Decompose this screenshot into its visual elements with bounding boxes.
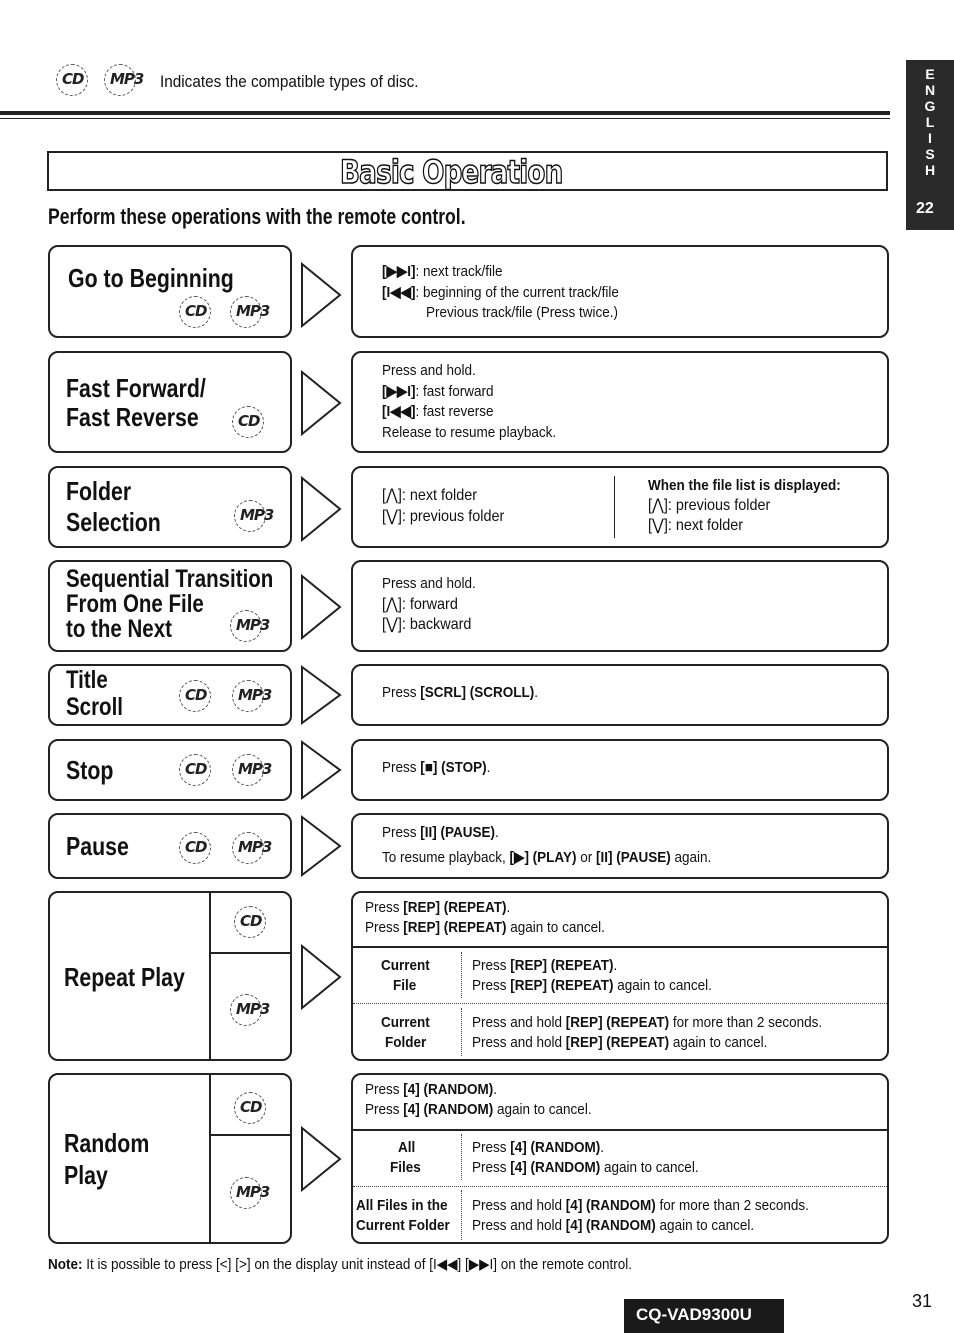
pause-title: Pause	[66, 831, 129, 861]
header-rule	[0, 111, 890, 115]
subtitle: Perform these operations with the remote control.	[48, 204, 466, 229]
random-all-divider	[461, 1134, 462, 1180]
tab-letter: S	[925, 146, 935, 162]
repeat-disc-divider	[209, 952, 292, 954]
repeat-divider	[353, 946, 887, 948]
random-all-files-label-1: All	[398, 1139, 416, 1156]
mp3-disc-icon: MP3	[238, 838, 272, 856]
title-scroll-title-1: Title	[66, 666, 108, 694]
repeat-current-folder-label-2: Folder	[385, 1034, 427, 1051]
random-top-line-1: Press [4] (RANDOM).	[365, 1081, 498, 1098]
folder-divider	[614, 476, 615, 538]
repeat-current-file-label-2: File	[393, 977, 417, 994]
repeat-file-divider	[461, 952, 462, 998]
folder-selection-title-2: Selection	[66, 507, 161, 537]
repeat-top-line-1: Press [REP] (REPEAT).	[365, 899, 511, 916]
repeat-current-folder-label-1: Current	[381, 1014, 430, 1031]
ff-line-2: [▶▶I]: fast forward	[382, 383, 494, 400]
repeat-play-title: Repeat Play	[64, 962, 185, 992]
repeat-folder-line-1: Press and hold [REP] (REPEAT) for more than 2 seconds.	[472, 1014, 823, 1031]
ff-line-1: Press and hold.	[382, 362, 476, 379]
random-play-title-2: Play	[64, 1160, 108, 1190]
seq-line-3: [⋁]: backward	[382, 616, 472, 633]
header-rule-thin	[0, 118, 890, 119]
mp3-disc-icon: MP3	[240, 506, 274, 524]
cd-disc-icon: CD	[240, 912, 262, 930]
mp3-disc-icon: MP3	[238, 686, 272, 704]
random-top-line-2: Press [4] (RANDOM) again to cancel.	[365, 1101, 592, 1118]
repeat-file-line-2: Press [REP] (REPEAT) again to cancel.	[472, 977, 712, 994]
random-folder-label-1: All Files in the	[356, 1197, 448, 1214]
arrow-right-icon	[300, 740, 342, 800]
random-play-title-1: Random	[64, 1128, 150, 1158]
arrow-right-icon	[300, 370, 342, 436]
tab-letter: L	[925, 114, 935, 130]
tab-letter: H	[924, 162, 936, 178]
go-line-1: [▶▶I]: next track/file	[382, 263, 503, 280]
folder-right-line-2: [⋁]: next folder	[648, 517, 744, 534]
mp3-disc-icon: MP3	[110, 70, 144, 88]
repeat-file-line-1: Press [REP] (REPEAT).	[472, 957, 618, 974]
cd-disc-icon: CD	[185, 302, 207, 320]
language-tab	[906, 60, 954, 230]
arrow-right-icon	[300, 574, 342, 640]
random-divider	[353, 1129, 887, 1131]
arrow-right-icon	[300, 262, 342, 328]
random-folder-divider	[461, 1190, 462, 1240]
scroll-line: Press [SCRL] (SCROLL).	[382, 684, 539, 701]
arrow-right-icon	[300, 944, 342, 1010]
random-folder-label-2: Current Folder	[356, 1217, 450, 1234]
go-line-3: Previous track/file (Press twice.)	[426, 304, 619, 321]
folder-file-list-heading: When the file list is displayed:	[648, 477, 841, 494]
sequential-title-2: From One File	[66, 590, 204, 618]
tab-letter: N	[924, 82, 936, 98]
compat-note: Indicates the compatible types of disc.	[160, 72, 419, 91]
random-folder-line-1: Press and hold [4] (RANDOM) for more than 2 seconds.	[472, 1197, 809, 1214]
cd-disc-icon: CD	[62, 70, 84, 88]
stop-line: Press [■] (STOP).	[382, 759, 491, 776]
folder-selection-title-1: Folder	[66, 476, 132, 506]
sequential-title-1: Sequential Transition	[66, 565, 274, 593]
cd-disc-icon: CD	[240, 1098, 262, 1116]
cd-disc-icon: CD	[185, 760, 207, 778]
repeat-top-line-2: Press [REP] (REPEAT) again to cancel.	[365, 919, 605, 936]
pause-line-1: Press [II] (PAUSE).	[382, 824, 499, 841]
mp3-disc-icon: MP3	[236, 616, 270, 634]
fast-forward-title-2: Fast Reverse	[66, 402, 199, 432]
stop-title: Stop	[66, 755, 114, 785]
mp3-disc-icon: MP3	[236, 1000, 270, 1018]
random-all-line-2: Press [4] (RANDOM) again to cancel.	[472, 1159, 699, 1176]
mp3-disc-icon: MP3	[236, 302, 270, 320]
seq-line-2: [⋀]: forward	[382, 596, 458, 613]
arrow-right-icon	[300, 1126, 342, 1192]
cd-disc-icon: CD	[185, 838, 207, 856]
tab-letter: I	[928, 130, 932, 146]
go-to-beginning-title: Go to Beginning	[68, 263, 234, 293]
fast-forward-title-1: Fast Forward/	[66, 373, 206, 403]
folder-line-2: [⋁]: previous folder	[382, 508, 505, 525]
arrow-right-icon	[300, 665, 342, 725]
repeat-dotted-divider	[353, 1003, 887, 1004]
folder-right-line-1: [⋀]: previous folder	[648, 497, 771, 514]
pause-line-2: To resume playback, [▶] (PLAY) or [II] (PAUSE) again.	[382, 849, 712, 866]
title-scroll-title-2: Scroll	[66, 693, 123, 721]
tab-page-number: 22	[916, 200, 934, 217]
cd-disc-icon: CD	[238, 412, 260, 430]
ff-line-4: Release to resume playback.	[382, 424, 557, 441]
random-all-line-1: Press [4] (RANDOM).	[472, 1139, 605, 1156]
repeat-folder-line-2: Press and hold [REP] (REPEAT) again to cancel.	[472, 1034, 768, 1051]
random-folder-line-2: Press and hold [4] (RANDOM) again to cancel.	[472, 1217, 755, 1234]
tab-letter: G	[924, 98, 936, 114]
random-all-files-label-2: Files	[390, 1159, 421, 1176]
mp3-disc-icon: MP3	[236, 1183, 270, 1201]
model-number: CQ-VAD9300U	[636, 1305, 752, 1324]
repeat-current-file-label-1: Current	[381, 957, 430, 974]
random-dotted-divider	[353, 1186, 887, 1187]
go-line-2: [I◀◀]: beginning of the current track/file	[382, 284, 619, 301]
ff-line-3: [I◀◀]: fast reverse	[382, 403, 494, 420]
note: Note: It is possible to press [<] [>] on the display unit instead of [I◀◀] [▶▶I] on the remote control.	[48, 1256, 633, 1273]
random-disc-divider	[209, 1134, 292, 1136]
sequential-title-3: to the Next	[66, 615, 172, 643]
seq-line-1: Press and hold.	[382, 575, 476, 592]
mp3-disc-icon: MP3	[238, 760, 272, 778]
cd-disc-icon: CD	[185, 686, 207, 704]
arrow-right-icon	[300, 815, 342, 877]
repeat-folder-divider	[461, 1008, 462, 1056]
tab-letter: E	[925, 66, 935, 82]
folder-line-1: [⋀]: next folder	[382, 487, 478, 504]
language-tab-letters	[920, 66, 940, 178]
page-number: 31	[912, 1291, 933, 1311]
page-title: Basic Operation	[340, 153, 563, 191]
arrow-right-icon	[300, 476, 342, 542]
